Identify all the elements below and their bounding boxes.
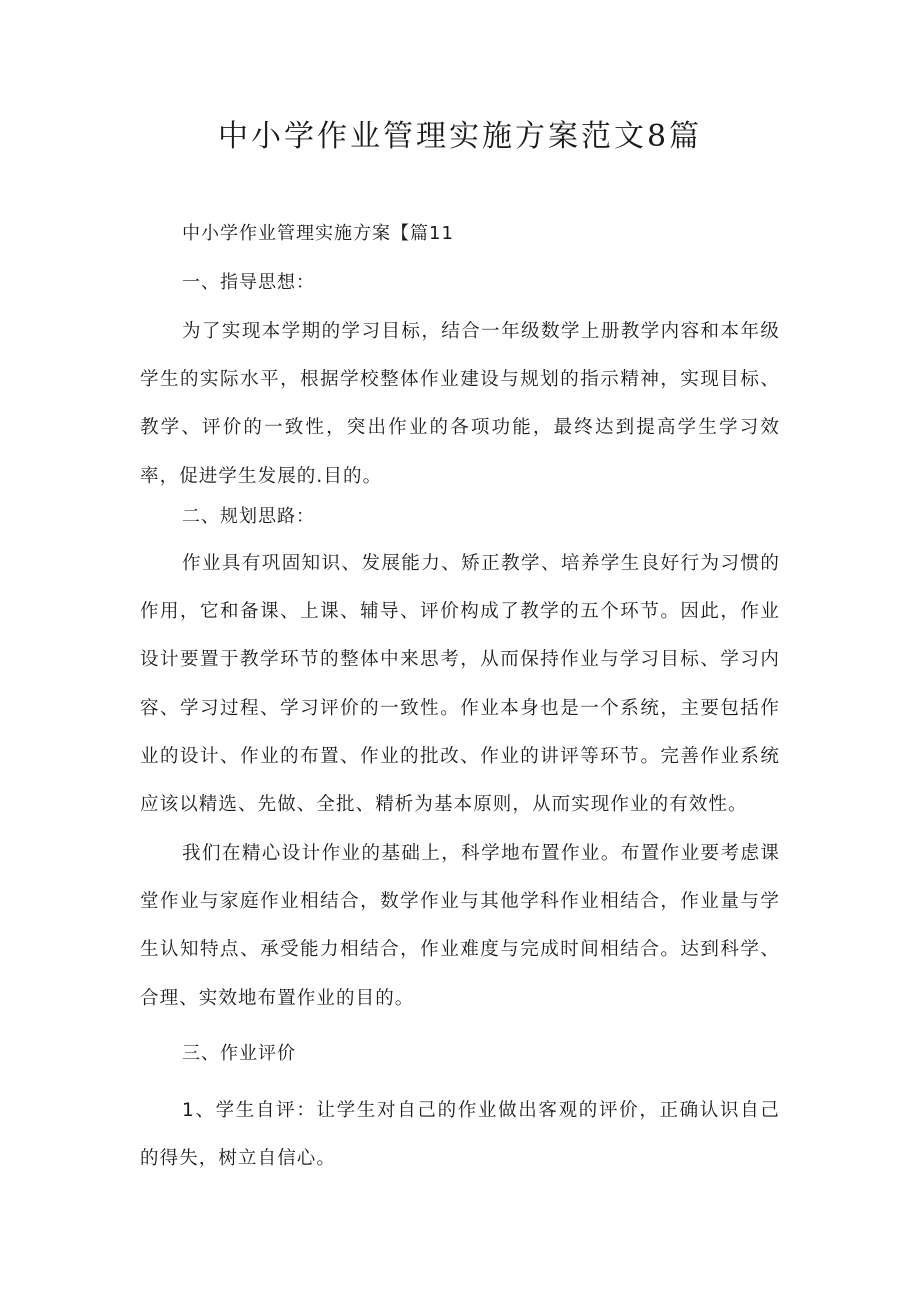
paragraph-self-evaluation: 1、学生自评：让学生对自己的作业做出客观的评价，正确认识自己的得失，树立自信心。 [140, 1100, 780, 1170]
heading-planning-approach: 二、规划思路： [182, 506, 315, 527]
heading-homework-evaluation: 三、作业评价 [182, 1043, 296, 1064]
paragraph-planning-approach: 作业具有巩固知识、发展能力、矫正教学、培养学生良好行为习惯的作用，它和备课、上课、辅导、评价构成了教学的五个环节。因此，作业设计要置于教学环节的整体中来思考，从而保持作业与学习目标、学习内容、学习过程、学习评价的一致性。作业本身也是一个系统，主要包括作业的设计、作业的布置、作业的批改、作业的讲评等环节。完善作业系统应该以精选、先做、全批、精析为基本原则，从而实现作业的有效性。 [140, 553, 780, 816]
section-heading: 中小学作业管理实施方案【篇11 [182, 223, 454, 244]
paragraph-guiding-ideology: 为了实现本学期的学习目标，结合一年级数学上册教学内容和本年级学生的实际水平，根据学校整体作业建设与规划的指示精神，实现目标、教学、评价的一致性，突出作业的各项功能，最终达到提高学生学习效率，促进学生发展的.目的。 [140, 321, 780, 487]
paragraph-assignment-arrangement: 我们在精心设计作业的基础上，科学地布置作业。布置作业要考虑课堂作业与家庭作业相结合，数学作业与其他学科作业相结合，作业量与学生认知特点、承受能力相结合，作业难度与完成时间相结合。达到科学、合理、实效地布置作业的目的。 [140, 843, 780, 1009]
heading-guiding-ideology: 一、指导思想： [182, 272, 315, 293]
document-title: 中小学作业管理实施方案范文8篇 [217, 119, 703, 154]
